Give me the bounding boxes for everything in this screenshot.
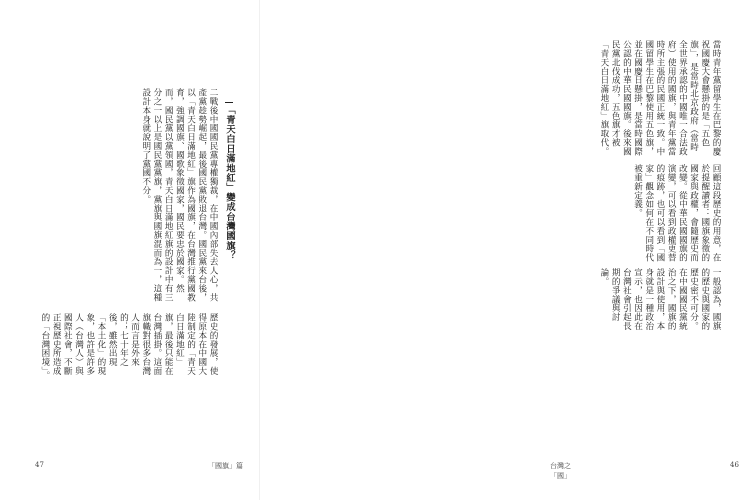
left-page [0, 0, 260, 500]
right-page-top-text: 當時青年黨留學生在巴黎的慶祝國慶大會懸掛的是「五色旗」，是當時北京政府（當時全世界承認的中國唯一合法政府）使用的國旗，與青年黨當時所主張的民國正統一致。中國留學生在巴黎使用五色旗，並在國慶日懸掛，是當時國際公認的中華民國國旗。後來國民黨北伐成功，五色旗才被「青天白日滿地紅」旗取代。 [598, 40, 721, 156]
right-page-mid-text: 回顧這段歷史的用意，在於提醒讀者：國旗象徵的國家與政權，會隨歷史而改變。從中華民國國旗的演變，可以看到政權更替的痕跡，也可以看到「國家」觀念如何在不同時代被重新定義。 [632, 164, 721, 262]
left-page-number: 47 [35, 461, 44, 469]
left-running-title: 「國旗」篇 [208, 462, 243, 470]
right-page-number: 46 [730, 461, 739, 469]
right-running-title: 台灣之「國」 [550, 462, 571, 480]
right-page-bottom-text: 一般認為，國旗的歷史與國家的歷史密不可分。在中國國民黨統治之下，國旗的設計與使用，本身就是一種政治宣示，也因此在台灣社會引起長期的爭議與討論。 [598, 268, 721, 331]
left-page-main-text: 二戰後中國國民黨專權獨裁，在中國內部失去人心，共產黨趁勢崛起，最後國民黨敗退台灣。國民黨來台後，以「青天白日滿地紅」旗作為國旗，在台灣推行黨國教育，強調國旗、國歌象徵國家，國民要忠於國家。然而，國民黨以黨領國，青天白日滿地紅旗的設計中有三分之一以上是國民黨黨旗，黨旗與國旗混而為一，這種設計本身就說明了黨國不分。 [140, 88, 218, 302]
left-page-bottom-text: 歷史的發展，使得原本在中國大陸制定的「青天白日滿地紅」旗，最後只能在台灣插掛。這面旗幟對很多台灣人而言是外來的；七十年之後，雖然出現「本土化」的現象，也許是許多人（台灣人）與國際社會，不斷正視歷史所造成的「台灣困境」。 [39, 313, 218, 380]
right-page [260, 0, 739, 500]
heading-bar-icon [225, 102, 233, 103]
section-heading [222, 102, 236, 262]
section-heading-text: 「青天白日滿地紅」變成台灣國旗？ [224, 105, 235, 261]
